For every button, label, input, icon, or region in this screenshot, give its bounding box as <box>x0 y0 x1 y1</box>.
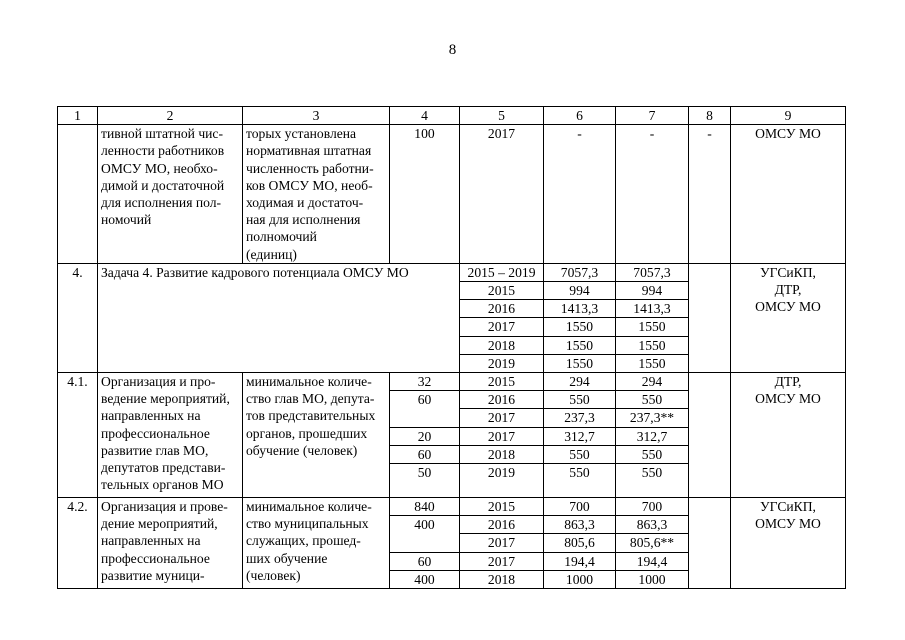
task-title: Задача 4. Развитие кадрового потенциала ОМСУ МО <box>98 263 460 372</box>
target-value: 400 <box>390 570 460 588</box>
funding-cell: 805,6** <box>616 534 689 552</box>
funding-cell: 700 <box>544 498 616 516</box>
funding-cell: 194,4 <box>544 552 616 570</box>
year-cell: 2016 <box>460 300 544 318</box>
header-row <box>58 107 846 125</box>
row-number <box>58 125 98 264</box>
funding-cell: 863,3 <box>616 516 689 534</box>
funding-cell: 550 <box>544 445 616 463</box>
responsible-cell: ДТР, ОМСУ МО <box>731 373 846 498</box>
year-cell: 2015 – 2019 <box>460 263 544 281</box>
funding-cell: 1550 <box>544 318 616 336</box>
funding-cell: 1550 <box>616 318 689 336</box>
measure-name: Организация и про- ведение мероприятий, направленных на профессиональное развитие глав МО, депутатов представи- тельных органов МО <box>98 373 243 498</box>
target-value: 32 <box>390 373 460 391</box>
funding-cell: - <box>544 125 616 264</box>
col-header: 4 <box>390 107 460 125</box>
col-header: 1 <box>58 107 98 125</box>
year-cell: 2018 <box>460 336 544 354</box>
target-value: 60 <box>390 391 460 427</box>
target-value: 840 <box>390 498 460 516</box>
measure-name: Организация и прове- дение мероприятий, направленных на профессиональное развитие муници- <box>98 498 243 589</box>
program-table <box>57 106 846 589</box>
funding-cell: 7057,3 <box>616 263 689 281</box>
funding-cell: 1550 <box>544 336 616 354</box>
funding-cell: 294 <box>544 373 616 391</box>
funding-cell: 1550 <box>544 354 616 372</box>
col-header: 7 <box>616 107 689 125</box>
funding-cell: 312,7 <box>544 427 616 445</box>
funding-cell: 550 <box>616 464 689 498</box>
extra-cell <box>689 373 731 498</box>
funding-cell: 550 <box>616 391 689 409</box>
funding-cell: 994 <box>544 282 616 300</box>
target-value: 20 <box>390 427 460 445</box>
year-cell: 2015 <box>460 373 544 391</box>
target-value: 400 <box>390 516 460 552</box>
extra-cell <box>689 498 731 589</box>
funding-cell: 237,3 <box>544 409 616 427</box>
target-value: 60 <box>390 445 460 463</box>
funding-cell: 994 <box>616 282 689 300</box>
col-header: 2 <box>98 107 243 125</box>
target-value: 50 <box>390 464 460 498</box>
funding-cell: 237,3** <box>616 409 689 427</box>
funding-cell: 294 <box>616 373 689 391</box>
row-number: 4.2. <box>58 498 98 589</box>
indicator-name: минимальное количе- ство глав МО, депута- тов представительных органов, прошедших обучение (человек) <box>243 373 390 498</box>
funding-cell: 1000 <box>616 570 689 588</box>
funding-cell: 7057,3 <box>544 263 616 281</box>
row-number: 4.1. <box>58 373 98 498</box>
target-value: 60 <box>390 552 460 570</box>
page-number: 8 <box>448 42 457 58</box>
funding-cell: 1413,3 <box>544 300 616 318</box>
funding-cell: 550 <box>544 464 616 498</box>
extra-cell <box>689 263 731 372</box>
year-cell: 2018 <box>460 445 544 463</box>
funding-cell: 312,7 <box>616 427 689 445</box>
indicator-name: минимальное количе- ство муниципальных служащих, прошед- ших обучение (человек) <box>243 498 390 589</box>
year-cell: 2015 <box>460 498 544 516</box>
table-row <box>58 498 846 516</box>
extra-cell: - <box>689 125 731 264</box>
year-cell: 2017 <box>460 427 544 445</box>
year-cell: 2015 <box>460 282 544 300</box>
funding-cell: 1413,3 <box>616 300 689 318</box>
target-value: 100 <box>390 125 460 264</box>
year-cell: 2016 <box>460 391 544 409</box>
year-cell: 2016 <box>460 516 544 534</box>
col-header: 5 <box>460 107 544 125</box>
col-header: 3 <box>243 107 390 125</box>
col-header: 6 <box>544 107 616 125</box>
table-row <box>58 125 846 264</box>
year-cell: 2017 <box>460 318 544 336</box>
responsible-cell: УГСиКП, ОМСУ МО <box>731 498 846 589</box>
funding-cell: - <box>616 125 689 264</box>
funding-cell: 550 <box>544 391 616 409</box>
funding-cell: 194,4 <box>616 552 689 570</box>
table-row <box>58 373 846 391</box>
col-header: 8 <box>689 107 731 125</box>
year-cell: 2018 <box>460 570 544 588</box>
col-header: 9 <box>731 107 846 125</box>
year-cell: 2017 <box>460 534 544 552</box>
row-number: 4. <box>58 263 98 372</box>
year-cell: 2019 <box>460 464 544 498</box>
funding-cell: 805,6 <box>544 534 616 552</box>
year-cell: 2019 <box>460 354 544 372</box>
year-cell: 2017 <box>460 552 544 570</box>
funding-cell: 863,3 <box>544 516 616 534</box>
funding-cell: 1550 <box>616 336 689 354</box>
year-cell: 2017 <box>460 409 544 427</box>
measure-name: тивной штатной чис- ленности работников ОМСУ МО, необхо- димой и достаточной для исполнения пол- номочий <box>98 125 243 264</box>
funding-cell: 550 <box>616 445 689 463</box>
indicator-name: торых установлена нормативная штатная численность работни- ков ОМСУ МО, необ- ходимая и достаточ- ная для исполнения полномочий (единиц) <box>243 125 390 264</box>
responsible-cell: ОМСУ МО <box>731 125 846 264</box>
funding-cell: 700 <box>616 498 689 516</box>
responsible-cell: УГСиКП, ДТР, ОМСУ МО <box>731 263 846 372</box>
year-cell: 2017 <box>460 125 544 264</box>
table-row <box>58 263 846 281</box>
funding-cell: 1550 <box>616 354 689 372</box>
funding-cell: 1000 <box>544 570 616 588</box>
